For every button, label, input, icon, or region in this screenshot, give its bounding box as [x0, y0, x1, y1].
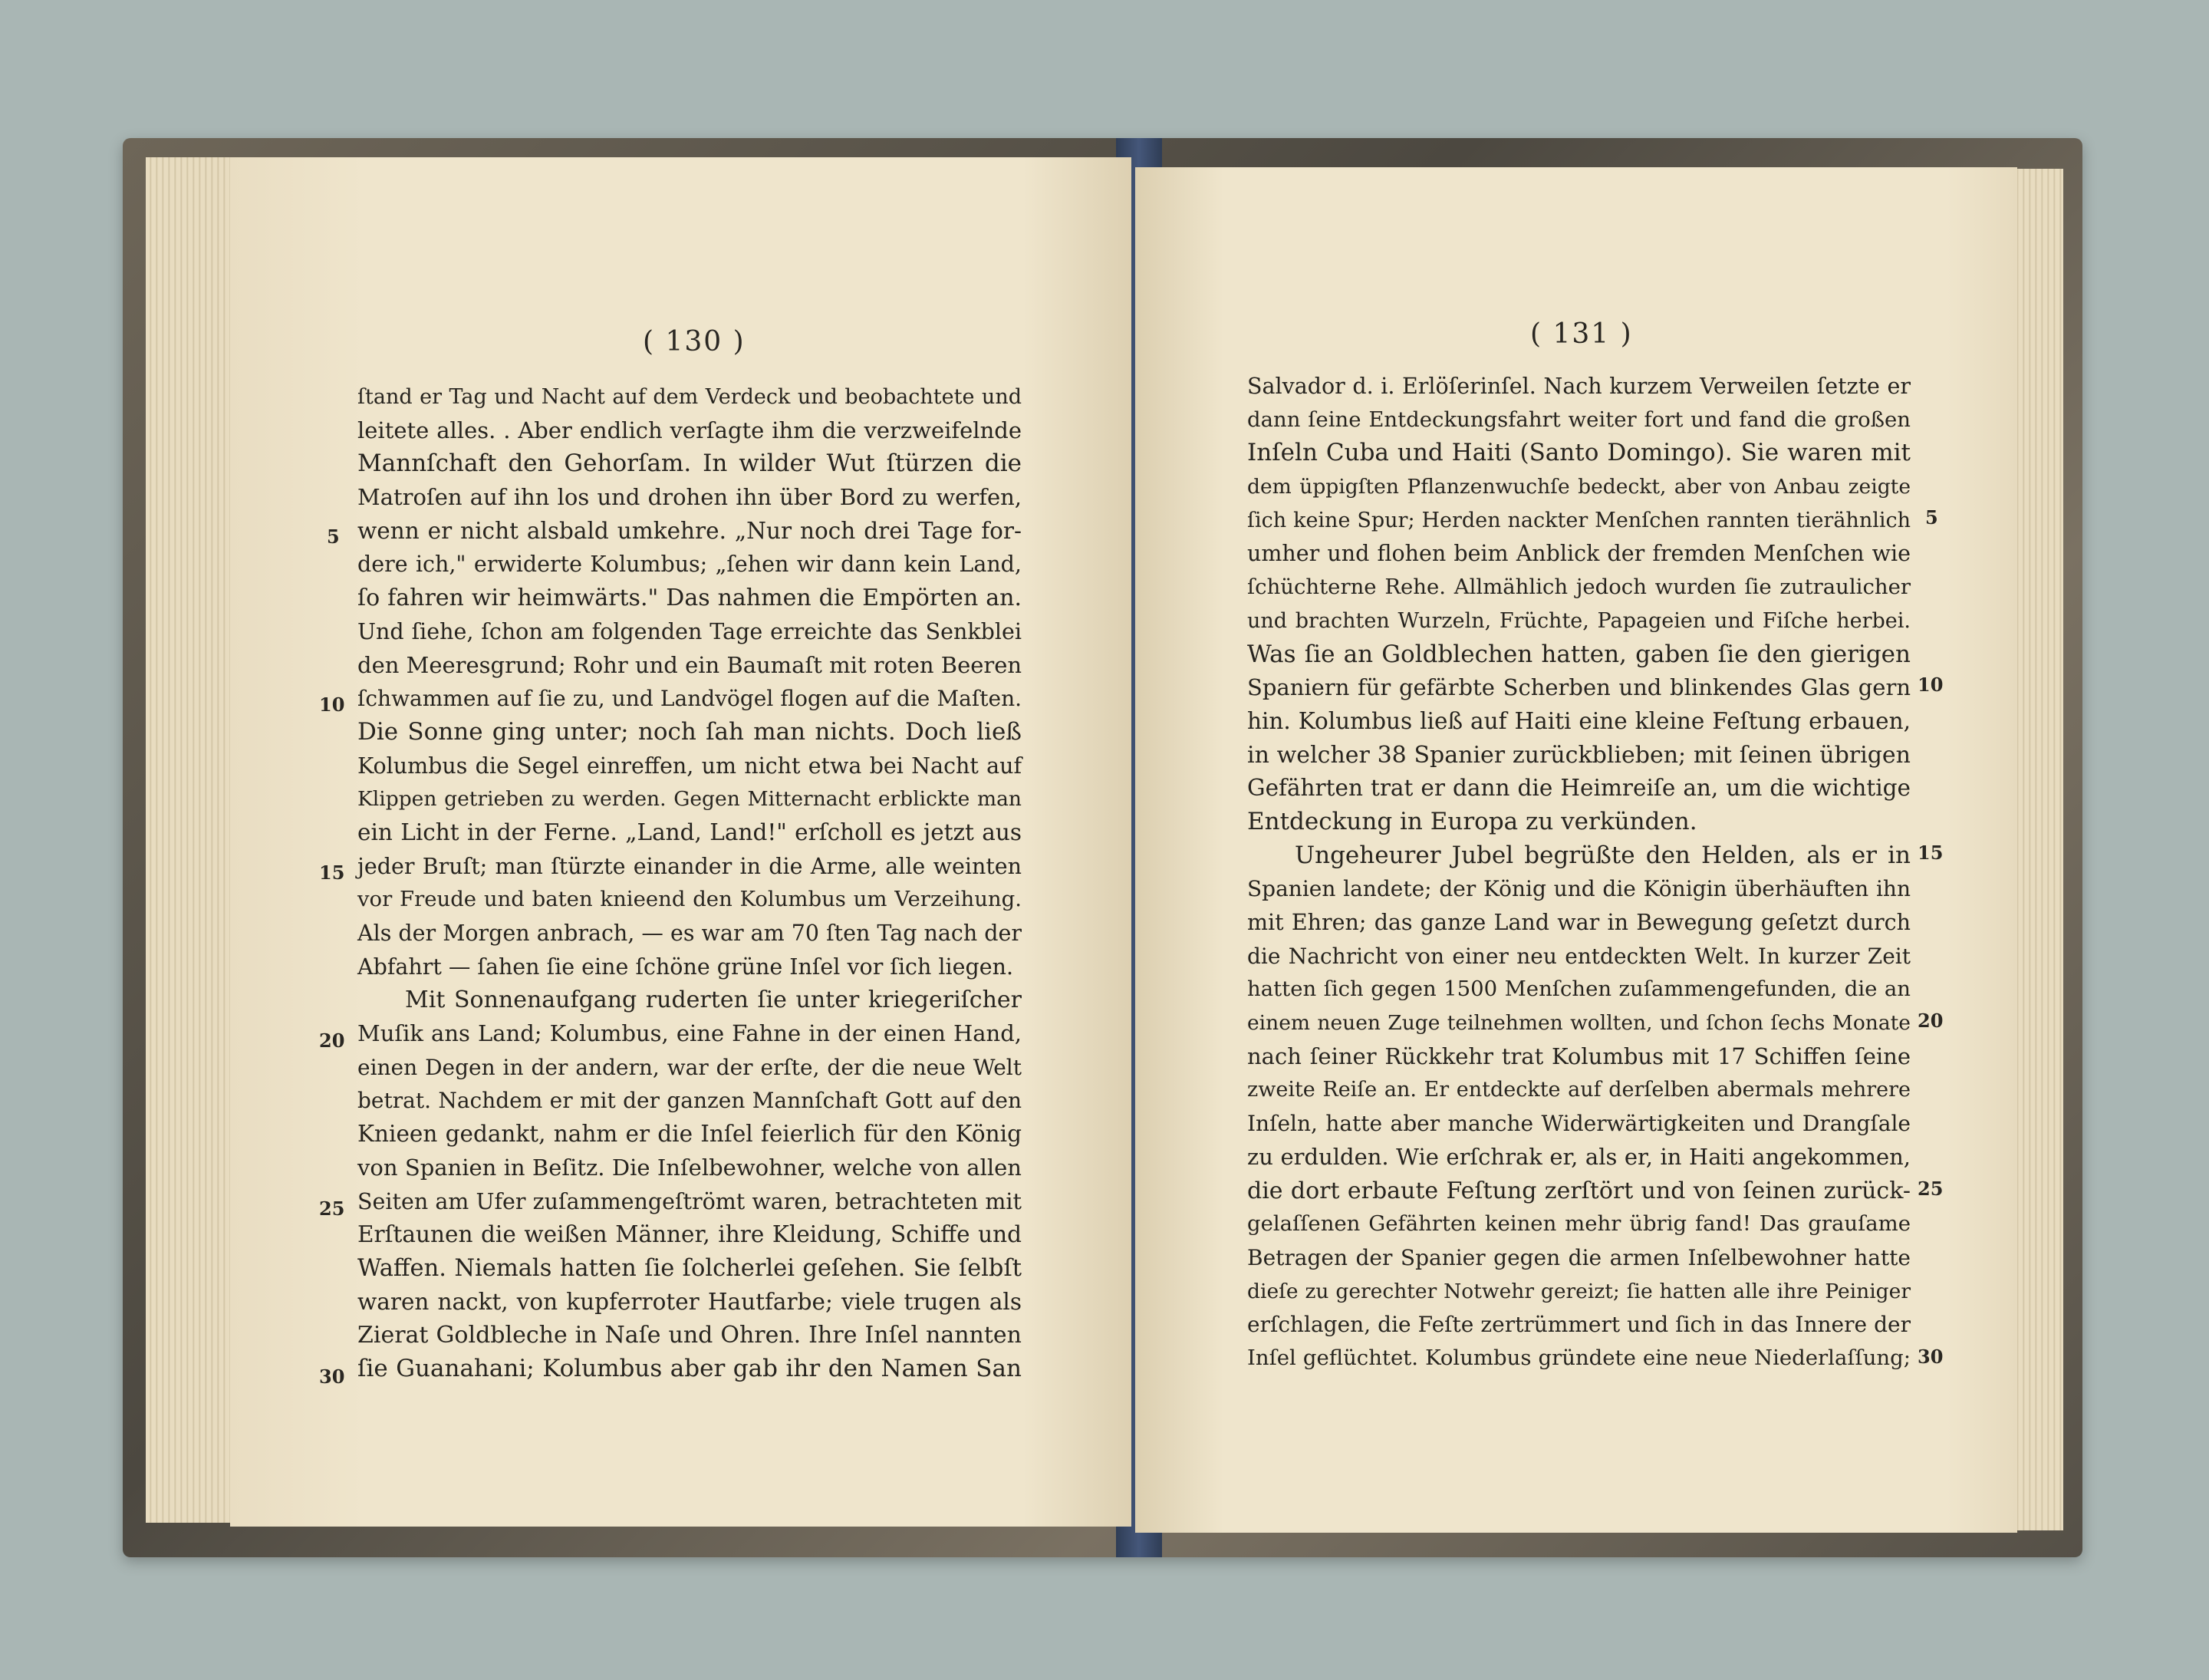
- text-line: jeder Bruſt; man ſtürzte einander in die Arme, alle weinten: [357, 853, 1022, 879]
- text-line: in welcher 38 Spanier zurückblieben; mit ſeinen übrigen: [1247, 741, 1911, 769]
- text-line: ſtand er Tag und Nacht auf dem Verdeck und beobachtete und: [357, 385, 1022, 409]
- text-line: hatten ſich gegen 1500 Menſchen zuſammengefunden, die an: [1247, 977, 1911, 1002]
- text-line: Betragen der Spanier gegen die armen Inſelbewohner hatte: [1247, 1244, 1911, 1270]
- text-line: ſo fahren wir heimwärts." Das nahmen die Empörten an.: [357, 585, 1022, 612]
- text-line: Zierat Goldbleche in Naſe und Ohren. Ihre Inſel nannten: [357, 1322, 1022, 1349]
- text-line: ſchwammen auf ſie zu, und Landvögel flogen auf die Maſten.: [357, 686, 1022, 712]
- text-line: Inſeln Cuba und Haiti (Santo Domingo). Sie waren mit: [1247, 439, 1911, 467]
- text-line: Ungeheurer Jubel begrüßte den Helden, als er in: [1295, 841, 1911, 869]
- text-line: von Spanien in Beſitz. Die Inſelbewohner, welche von allen: [357, 1154, 1022, 1181]
- text-line: zu erdulden. Wie erſchrak er, als er, in Haiti angekommen,: [1247, 1143, 1911, 1170]
- page-edges-left: [146, 157, 238, 1523]
- text-line: Waffen. Niemals hatten ſie ſolcherlei geſehen. Sie ſelbſt: [357, 1254, 1022, 1282]
- text-line: Und ſiehe, ſchon am folgenden Tage erreichte das Senkblei: [357, 618, 1022, 644]
- line-number: 10: [1918, 674, 1944, 696]
- line-number: 5: [327, 525, 340, 548]
- text-line: waren nackt, von kupferroter Hautfarbe; viele trugen als: [357, 1288, 1022, 1315]
- line-number: 5: [1925, 506, 1938, 529]
- text-line: Inſel geflüchtet. Kolumbus gründete eine neue Niederlaſſung;: [1247, 1345, 1911, 1370]
- text-line: Gefährten trat er dann die Heimreiſe an, um die wichtige: [1247, 775, 1911, 802]
- text-line: hin. Kolumbus ließ auf Haiti eine kleine Feſtung erbauen,: [1247, 707, 1911, 734]
- text-line: mit Ehren; das ganze Land war in Bewegung geſetzt durch: [1247, 910, 1911, 935]
- text-line: ſie Guanahani; Kolumbus aber gab ihr den Namen San: [357, 1354, 1022, 1382]
- text-line: Inſeln, hatte aber manche Widerwärtigkeiten und Drangſale: [1247, 1111, 1911, 1137]
- text-line: Mannſchaft den Gehorſam. In wilder Wut ſtürzen die: [357, 450, 1022, 478]
- line-number: 30: [319, 1365, 345, 1388]
- text-line: nach ſeiner Rückkehr trat Kolumbus mit 17 Schiffen ſeine: [1247, 1043, 1911, 1069]
- line-number: 20: [1918, 1010, 1944, 1032]
- text-line: dann ſeine Entdeckungsfahrt weiter fort und fand die großen: [1247, 407, 1911, 432]
- text-line: umher und flohen beim Anblick der fremden Menſchen wie: [1247, 541, 1911, 567]
- text-line: gelaſſenen Gefährten keinen mehr übrig fand! Das grauſame: [1247, 1211, 1911, 1237]
- text-line: zweite Reiſe an. Er entdeckte auf derſelben abermals mehrere: [1247, 1078, 1911, 1102]
- text-line: ein Licht in der Ferne. „Land, Land!" erſcholl es jetzt aus: [357, 819, 1022, 845]
- line-number: 15: [319, 861, 345, 884]
- text-line: Erſtaunen die weißen Männer, ihre Kleidung, Schiffe und: [357, 1221, 1022, 1248]
- text-line: Spanien landete; der König und die Königin überhäuften ihn: [1247, 876, 1911, 902]
- text-line: ſich keine Spur; Herden nackter Menſchen rannten tierähnlich: [1247, 508, 1911, 532]
- line-number: 30: [1918, 1346, 1944, 1368]
- line-number: 15: [1918, 842, 1944, 864]
- text-line: Salvador d. i. Erlöſerinſel. Nach kurzem Verweilen ſetzte er: [1247, 374, 1911, 399]
- text-line: den Meeresgrund; Rohr und ein Baumaſt mit roten Beeren: [357, 651, 1022, 678]
- right-page-text: [1247, 370, 1911, 1375]
- text-line: Als der Morgen anbrach, — es war am 70 ſten Tag nach der: [357, 921, 1022, 946]
- text-line: Mit Sonnenaufgang ruderten ſie unter kriegeriſcher: [405, 987, 1022, 1014]
- line-number: 10: [319, 693, 345, 716]
- text-line: Seiten am Ufer zuſammengeſtrömt waren, betrachteten mit: [357, 1188, 1022, 1214]
- text-line: Abfahrt — ſahen ſie eine ſchöne grüne Inſel vor ſich liegen.: [357, 954, 1014, 980]
- text-line: Die Sonne ging unter; noch ſah man nichts. Doch ließ: [357, 717, 1022, 746]
- text-line: Knieen gedankt, nahm er die Inſel feierlich für den König: [357, 1121, 1022, 1148]
- line-number: 20: [319, 1029, 345, 1052]
- text-line: Kolumbus die Segel einreffen, um nicht etwa bei Nacht auf: [357, 753, 1022, 779]
- text-line: einem neuen Zuge teilnehmen wollten, und ſchon ſechs Monate: [1247, 1011, 1911, 1036]
- text-line: einen Degen in der andern, war der erſte, der die neue Welt: [357, 1054, 1022, 1080]
- text-line: Matroſen auf ihn los und drohen ihn über Bord zu werfen,: [357, 484, 1022, 511]
- text-line: dere ich," erwiderte Kolumbus; „ſehen wir dann kein Land,: [357, 552, 1022, 578]
- text-line: Muſik ans Land; Kolumbus, eine Fahne in der einen Hand,: [357, 1020, 1022, 1047]
- line-number: 25: [319, 1197, 345, 1220]
- text-line: ſchüchterne Rehe. Allmählich jedoch wurden ſie zutraulicher: [1247, 575, 1911, 600]
- text-line: Was ſie an Goldblechen hatten, gaben ſie den gierigen: [1247, 640, 1911, 668]
- text-line: betrat. Nachdem er mit der ganzen Mannſchaft Gott auf den: [357, 1088, 1022, 1114]
- text-line: die Nachricht von einer neu entdeckten Welt. In kurzer Zeit: [1247, 943, 1911, 969]
- text-line: leitete alles. . Aber endlich verſagte ihm die verzweifelnde: [357, 417, 1022, 443]
- text-line: Entdeckung in Europa zu verkünden.: [1247, 807, 1697, 835]
- text-line: und brachten Wurzeln, Früchte, Papageien und Fiſche herbei.: [1247, 608, 1911, 633]
- line-number: 25: [1918, 1178, 1944, 1200]
- text-line: erſchlagen, die Feſte zertrümmert und ſich in das Innere der: [1247, 1312, 1911, 1338]
- page-number-130: ( 130 ): [643, 326, 746, 357]
- text-line: dem üppigſten Pflanzenwuchſe bedeckt, aber von Anbau zeigte: [1247, 475, 1911, 499]
- text-line: dieſe zu gerechter Notwehr gereizt; ſie hatten alle ihre Peiniger: [1247, 1279, 1911, 1303]
- text-line: wenn er nicht alsbald umkehre. „Nur noch drei Tage for-: [357, 517, 1022, 544]
- text-line: die dort erbaute Feſtung zerſtört und von ſeinen zurück-: [1247, 1177, 1911, 1204]
- left-page-text: [357, 380, 1022, 1386]
- text-line: Klippen getrieben zu werden. Gegen Mitternacht erblickte man: [357, 787, 1022, 812]
- page-number-131: ( 131 ): [1530, 318, 1633, 350]
- text-line: vor Freude und baten knieend den Kolumbus um Verzeihung.: [357, 887, 1022, 912]
- text-line: Spaniern für gefärbte Scherben und blinkendes Glas gern: [1247, 674, 1911, 701]
